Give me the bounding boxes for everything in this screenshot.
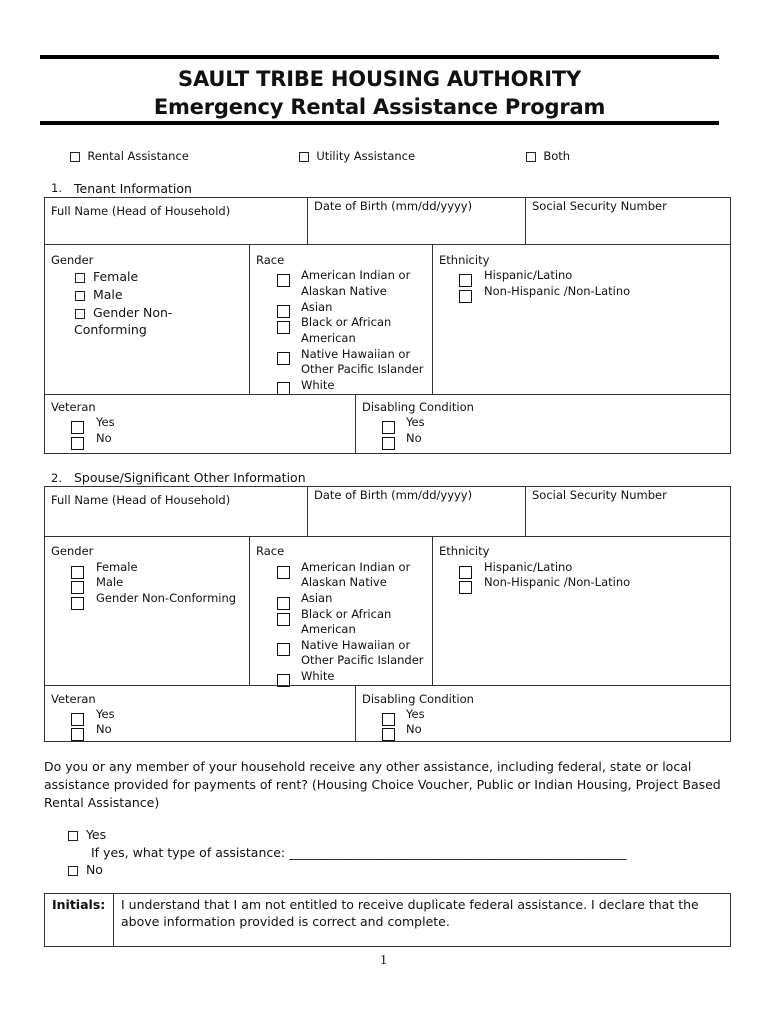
- gender-label: Gender: [51, 253, 94, 267]
- spouse-gender-nonconf-checkbox[interactable]: [71, 593, 84, 612]
- org-title: SAULT TRIBE HOUSING AUTHORITY: [178, 67, 581, 91]
- race-checkbox-4[interactable]: [277, 348, 290, 367]
- gender-option: Gender Non-Conforming: [96, 591, 237, 605]
- initials-label[interactable]: Initials:: [52, 897, 106, 912]
- spouse-race-checkbox-1[interactable]: [277, 562, 290, 581]
- veteran-no: No: [96, 722, 112, 736]
- checkbox-icon[interactable]: [75, 273, 85, 283]
- spouse-veteran-no-checkbox[interactable]: [71, 724, 84, 743]
- ssn-field[interactable]: Social Security Number: [532, 199, 667, 213]
- gender-option: Male: [96, 575, 124, 589]
- utility-assistance-option[interactable]: Utility Assistance: [299, 150, 415, 164]
- gender-female[interactable]: Female: [75, 269, 138, 284]
- checkbox-icon[interactable]: [277, 321, 290, 334]
- race-option: Other Pacific Islander: [301, 362, 424, 376]
- spouse-ssn-field[interactable]: Social Security Number: [532, 488, 667, 502]
- disabling-no: No: [406, 431, 422, 445]
- race-checkbox-5[interactable]: [277, 378, 290, 397]
- race-option: Native Hawaiian or: [301, 347, 411, 361]
- ethnicity-option: Non-Hispanic /Non-Latino: [484, 284, 631, 298]
- checkbox-icon[interactable]: [382, 437, 395, 450]
- checkbox-icon[interactable]: [71, 728, 84, 741]
- disabling-yes: Yes: [406, 415, 425, 429]
- spouse-disabling-label: Disabling Condition: [362, 692, 474, 706]
- both-option[interactable]: Both: [526, 150, 570, 164]
- veteran-no-checkbox[interactable]: [71, 433, 84, 452]
- race-option: Native Hawaiian or: [301, 638, 411, 652]
- disabling-label: Disabling Condition: [362, 400, 474, 414]
- spouse-disabling-no-checkbox[interactable]: [382, 724, 395, 743]
- race-checkbox-3[interactable]: [277, 317, 290, 336]
- checkbox-icon[interactable]: [526, 152, 536, 162]
- checkbox-icon[interactable]: [277, 352, 290, 365]
- spouse-veteran-label: Veteran: [51, 692, 96, 706]
- declaration-line-2: above information provided is correct and complete.: [121, 914, 450, 929]
- race-option: American: [301, 622, 356, 636]
- spouse-race-checkbox-5[interactable]: [277, 670, 290, 689]
- checkbox-icon[interactable]: [277, 382, 290, 395]
- veteran-label: Veteran: [51, 400, 96, 414]
- spouse-dob-field[interactable]: Date of Birth (mm/dd/yyyy): [314, 488, 473, 502]
- race-label: Race: [256, 253, 285, 267]
- race-option: Alaskan Native: [301, 575, 387, 589]
- spouse-race-label: Race: [256, 544, 285, 558]
- disabling-no-checkbox[interactable]: [382, 433, 395, 452]
- checkbox-icon[interactable]: [459, 581, 472, 594]
- ethnicity-label: Ethnicity: [439, 253, 490, 267]
- checkbox-icon[interactable]: [70, 152, 80, 162]
- checkbox-icon[interactable]: [71, 597, 84, 610]
- full-name-field[interactable]: Full Name (Head of Household): [51, 204, 231, 218]
- page-number: 1: [380, 953, 387, 968]
- race-option: Black or African: [301, 607, 392, 621]
- question-line-1: Do you or any member of your household receive any other assistance, including federal, state or local: [44, 759, 692, 774]
- race-option: American Indian or: [301, 560, 411, 574]
- checkbox-icon[interactable]: [277, 674, 290, 687]
- veteran-no: No: [96, 431, 112, 445]
- race-checkbox-1[interactable]: [277, 270, 290, 289]
- question-no-option[interactable]: No: [68, 862, 103, 877]
- checkbox-icon[interactable]: [277, 274, 290, 287]
- disabling-no: No: [406, 722, 422, 736]
- checkbox-icon[interactable]: [459, 290, 472, 303]
- ethnicity-option: Hispanic/Latino: [484, 560, 573, 574]
- spouse-full-name-field[interactable]: Full Name (Head of Household): [51, 493, 231, 507]
- checkbox-icon[interactable]: [68, 866, 78, 876]
- question-line-3: Rental Assistance): [44, 795, 160, 810]
- gender-male[interactable]: Male: [75, 287, 123, 302]
- checkbox-icon[interactable]: [75, 291, 85, 301]
- ethnicity-checkbox-2[interactable]: [459, 286, 472, 305]
- checkbox-icon[interactable]: [382, 728, 395, 741]
- gender-nonconforming[interactable]: Gender Non-: [75, 305, 172, 320]
- spouse-race-checkbox-4[interactable]: [277, 639, 290, 658]
- race-option: Black or African: [301, 315, 392, 329]
- veteran-yes: Yes: [96, 707, 115, 721]
- section-2-title: Spouse/Significant Other Information: [74, 470, 306, 485]
- race-option: Other Pacific Islander: [301, 653, 424, 667]
- section-1-number: 1.: [51, 181, 62, 195]
- spouse-ethnicity-label: Ethnicity: [439, 544, 490, 558]
- race-option: White: [301, 378, 335, 392]
- question-line-2: assistance provided for payments of rent? (Housing Choice Voucher, Public or Indian Housing, Project Based: [44, 777, 721, 792]
- race-option: American Indian or: [301, 268, 411, 282]
- checkbox-icon[interactable]: [277, 613, 290, 626]
- checkbox-icon[interactable]: [277, 643, 290, 656]
- declaration-line-1: I understand that I am not entitled to receive duplicate federal assistance. I declare that the: [121, 897, 699, 912]
- checkbox-icon[interactable]: [277, 566, 290, 579]
- spouse-ethnicity-checkbox-2[interactable]: [459, 577, 472, 596]
- ethnicity-option: Non-Hispanic /Non-Latino: [484, 575, 631, 589]
- question-yes-option[interactable]: Yes: [68, 827, 106, 842]
- checkbox-icon[interactable]: [71, 437, 84, 450]
- spouse-gender-label: Gender: [51, 544, 94, 558]
- race-option: Alaskan Native: [301, 284, 387, 298]
- section-1-title: Tenant Information: [74, 181, 192, 196]
- assistance-type-field[interactable]: If yes, what type of assistance: ______________________________________________________: [91, 845, 627, 860]
- rental-assistance-option[interactable]: Rental Assistance: [70, 150, 189, 164]
- race-option: White: [301, 669, 335, 683]
- top-rule: [40, 55, 719, 59]
- ethnicity-option: Hispanic/Latino: [484, 268, 573, 282]
- race-option: American: [301, 331, 356, 345]
- race-option: Asian: [301, 591, 333, 605]
- gender-nonconforming-cont: Conforming: [74, 322, 147, 337]
- gender-option: Female: [96, 560, 138, 574]
- checkbox-icon[interactable]: [68, 831, 78, 841]
- program-title: Emergency Rental Assistance Program: [153, 95, 606, 119]
- dob-field[interactable]: Date of Birth (mm/dd/yyyy): [314, 199, 473, 213]
- checkbox-icon[interactable]: [75, 309, 85, 319]
- header-rule: [40, 121, 719, 125]
- spouse-race-checkbox-3[interactable]: [277, 609, 290, 628]
- race-option: Asian: [301, 300, 333, 314]
- checkbox-icon[interactable]: [299, 152, 309, 162]
- disabling-yes: Yes: [406, 707, 425, 721]
- section-2-number: 2.: [51, 471, 62, 485]
- veteran-yes: Yes: [96, 415, 115, 429]
